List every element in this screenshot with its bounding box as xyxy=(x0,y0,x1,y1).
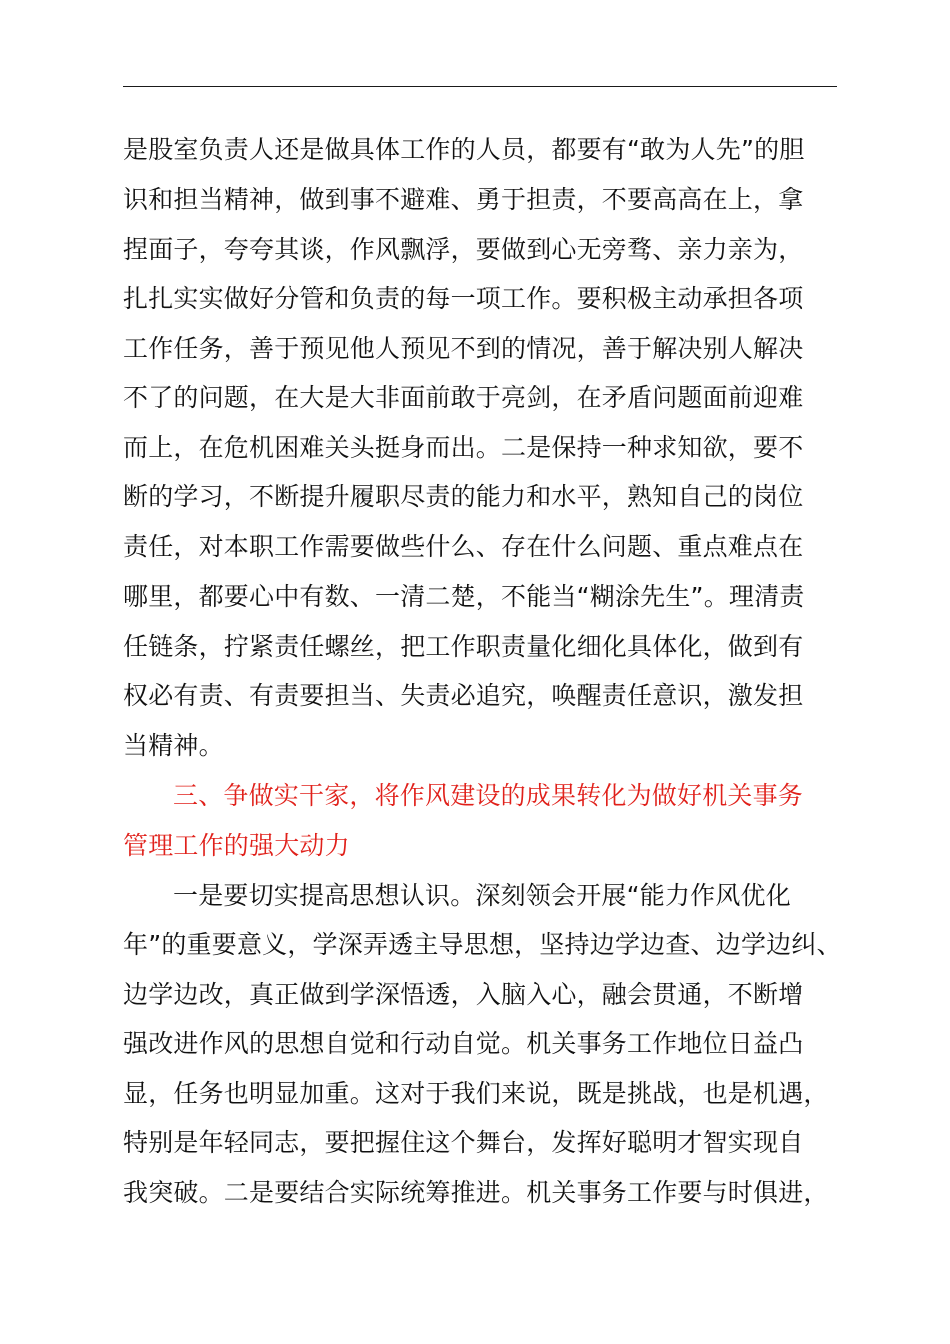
text-line: 识和担当精神，做到事不避难、勇于担责，不要高高在上，拿 xyxy=(123,185,804,214)
text-line: 责任，对本职工作需要做些什么、存在什么问题、重点难点在 xyxy=(123,532,804,561)
section-heading-line2: 管理工作的强大动力 xyxy=(123,831,350,860)
text-line: 一是要切实提高思想认识。深刻领会开展“能力作风优化 xyxy=(173,881,791,910)
text-line: 不了的问题，在大是大非面前敢于亮剑，在矛盾问题面前迎难 xyxy=(123,383,804,412)
text-line: 权必有责、有责要担当、失责必追究，唤醒责任意识，激发担 xyxy=(123,681,804,710)
section-heading-line1: 三、争做实干家，将作风建设的成果转化为做好机关事务 xyxy=(173,781,804,810)
header-rule xyxy=(123,86,837,87)
text-line: 年”的重要意义，学深弄透主导思想，坚持边学边查、边学边纠、 xyxy=(123,930,842,959)
text-line: 我突破。二是要结合实际统筹推进。机关事务工作要与时俱进， xyxy=(123,1178,829,1207)
text-line: 工作任务，善于预见他人预见不到的情况，善于解决别人解决 xyxy=(123,334,804,363)
text-line: 捏面子，夸夸其谈，作风飘浮，要做到心无旁骛、亲力亲为， xyxy=(123,235,804,264)
text-line: 边学边改，真正做到学深悟透，入脑入心，融会贯通，不断增 xyxy=(123,980,804,1009)
text-line: 当精神。 xyxy=(123,731,224,760)
text-line: 而上，在危机困难关头挺身而出。二是保持一种求知欲，要不 xyxy=(123,433,804,462)
text-line: 显，任务也明显加重。这对于我们来说，既是挑战，也是机遇， xyxy=(123,1079,829,1108)
text-line: 断的学习，不断提升履职尽责的能力和水平，熟知自己的岗位 xyxy=(123,482,804,511)
text-line: 特别是年轻同志，要把握住这个舞台，发挥好聪明才智实现自 xyxy=(123,1128,804,1157)
text-line: 是股室负责人还是做具体工作的人员，都要有“敢为人先”的胆 xyxy=(123,135,805,164)
text-line: 扎扎实实做好分管和负责的每一项工作。要积极主动承担各项 xyxy=(123,284,804,313)
text-line: 任链条，拧紧责任螺丝，把工作职责量化细化具体化，做到有 xyxy=(123,632,804,661)
text-line: 哪里，都要心中有数、一清二楚，不能当“糊涂先生”。理清责 xyxy=(123,582,805,611)
text-line: 强改进作风的思想自觉和行动自觉。机关事务工作地位日益凸 xyxy=(123,1029,804,1058)
